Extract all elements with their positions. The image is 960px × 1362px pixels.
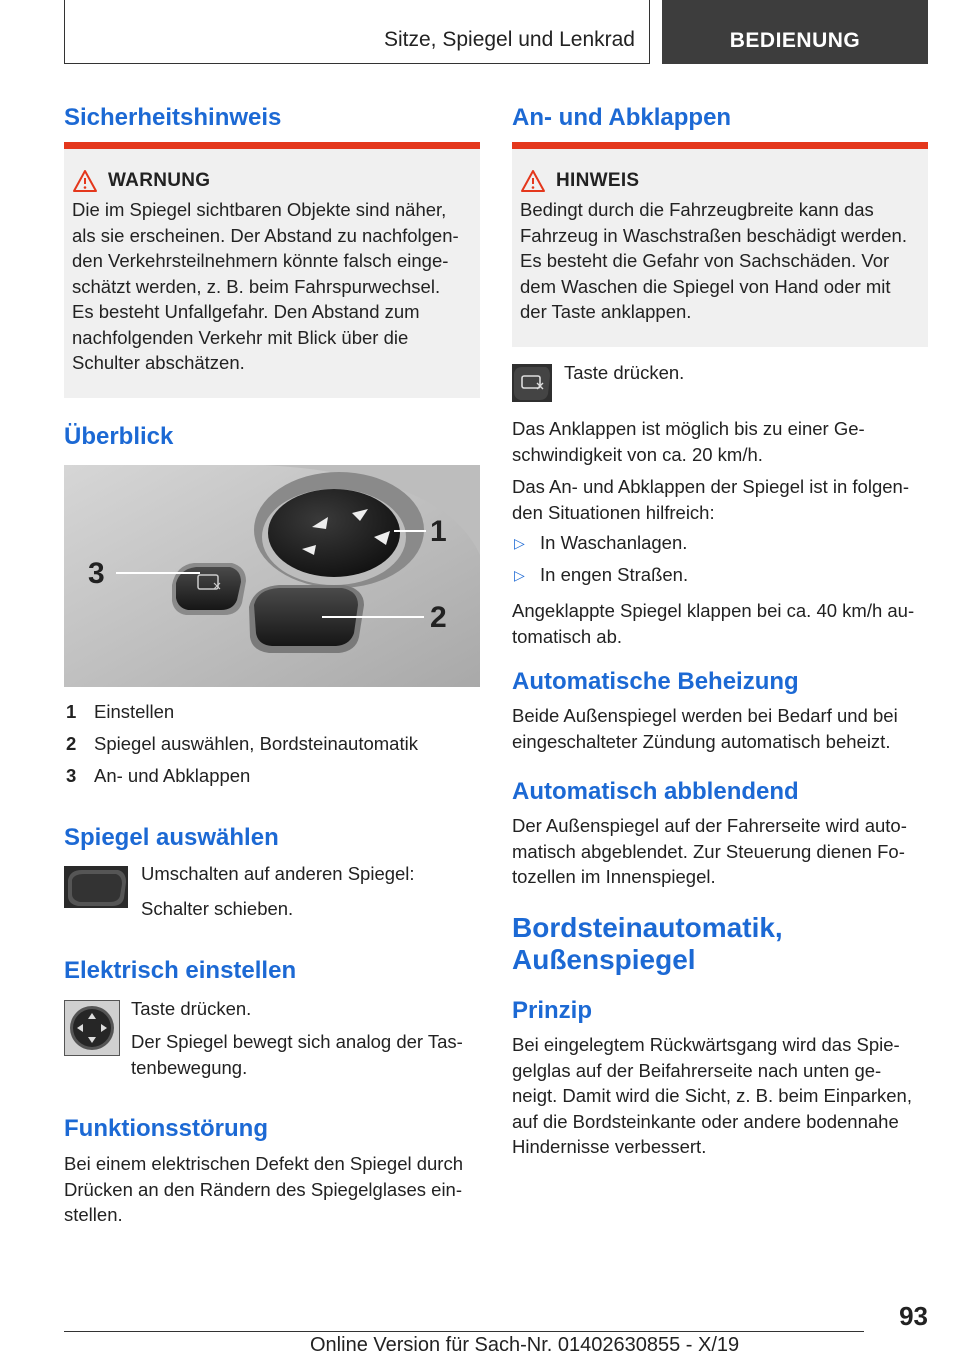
legend-item: 2 Spiegel auswählen, Bordsteinautomatik: [66, 733, 418, 754]
footer-text: Online Version für Sach-Nr. 01402630855 - X/19: [310, 1334, 740, 1356]
list-item: ▷ In Waschanlagen.: [512, 527, 928, 559]
callout-1: 1: [430, 515, 447, 548]
callout-3: 3: [88, 557, 105, 590]
electric-heading: Elektrisch einstellen: [64, 957, 297, 984]
notice-box: [512, 149, 928, 347]
fold-paragraph-2: Das An- und Abklappen der Spiegel ist in folgen- den Situationen hilfreich:: [512, 476, 909, 523]
chapter-tab: [64, 0, 650, 64]
warning-text: Die im Spiegel sichtbaren Objekte sind näher, als sie erscheinen. Der Abstand zu nachfolgen- den Verkehrsteilnehmern könnte falsch einge- schätzt werden, z. B. beim Fahrspurwechsel. Es besteht Unfallgefahr. Den Abstand zum nachfolgenden Verkehr mit Blick über die Schulter abschätzen.: [72, 199, 459, 373]
principle-heading: Prinzip: [512, 997, 593, 1024]
dimming-text: Der Außenspiegel auf der Fahrerseite wird auto- matisch abgeblendet. Zur Steuerung dienen Fo- tozellen im Innenspiegel.: [512, 815, 907, 887]
heating-heading: Automatische Beheizung: [512, 668, 799, 695]
press-button-text: Taste drücken.: [564, 362, 685, 383]
fold-paragraph-1: Das Anklappen ist möglich bis zu einer Ge- schwindigkeit von ca. 20 km/h.: [512, 418, 865, 465]
section-title: BEDIENUNG: [729, 29, 861, 52]
fold-heading: An- und Abklappen: [512, 104, 732, 131]
notice-text: Bedingt durch die Fahrzeugbreite kann das Fahrzeug in Waschstraßen beschädigt werden. Es besteht die Gefahr von Sachschäden. Vor dem Waschen die Spiegel von Hand oder mit der Taste anklappen.: [520, 199, 907, 322]
section-tab: [662, 0, 928, 64]
mirror-switch-illustration: [64, 465, 480, 687]
malfunction-heading: Funktionsstörung: [64, 1115, 268, 1142]
warning-triangle-icon: [72, 169, 98, 193]
curb-heading: Bordsteinautomatik, Außenspiegel: [512, 912, 783, 976]
notice-label: HINWEIS: [556, 170, 640, 191]
select-line-1: Umschalten auf anderen Spiegel:: [141, 863, 415, 884]
warning-header: [72, 169, 472, 193]
warning-rule: [64, 142, 480, 149]
select-line-2: Schalter schieben.: [141, 898, 294, 919]
figure-legend: [64, 696, 480, 792]
heating-text: Beide Außenspiegel werden bei Bedarf und bei eingeschalteter Zündung automatisch beheizt.: [512, 705, 898, 752]
callout-2: 2: [430, 601, 447, 634]
electric-line-1: Taste drücken.: [131, 998, 252, 1019]
electric-line-2: Der Spiegel bewegt sich analog der Tas- tenbewegung.: [131, 1031, 463, 1078]
situations-list: [512, 527, 928, 591]
footer-rule: [64, 1331, 864, 1332]
legend-item: 1 Einstellen: [66, 701, 175, 722]
list-item: ▷ In engen Straßen.: [512, 559, 928, 591]
overview-heading: Überblick: [64, 423, 174, 450]
malfunction-text: Bei einem elektrischen Defekt den Spiegel durch Drücken an den Rändern des Spiegelglases ein- stellen.: [64, 1153, 464, 1225]
warning-triangle-icon: [520, 169, 546, 193]
fold-button-icon: [512, 364, 552, 407]
notice-header: [520, 169, 920, 193]
page-header: [64, 0, 928, 64]
legend-item: 3 An- und Abklappen: [66, 765, 251, 786]
warning-box: [64, 149, 480, 398]
adjust-knob-icon: [64, 1000, 120, 1061]
warning-label: WARNUNG: [108, 170, 211, 191]
triangle-bullet-icon: ▷: [514, 535, 525, 551]
page-number: 93: [899, 1301, 928, 1331]
safety-heading: Sicherheitshinweis: [64, 104, 282, 131]
select-heading: Spiegel auswählen: [64, 824, 279, 851]
triangle-bullet-icon: ▷: [514, 567, 525, 583]
dimming-heading: Automatisch abblendend: [512, 778, 799, 805]
rocker-switch-icon: [64, 866, 128, 913]
notice-rule: [512, 142, 928, 149]
chapter-title: Sitze, Spiegel und Lenkrad: [383, 28, 635, 51]
fold-paragraph-3: Angeklappte Spiegel klappen bei ca. 40 km/h au- tomatisch ab.: [512, 600, 915, 647]
principle-text: Bei eingelegtem Rückwärtsgang wird das Spie- gelglas auf der Beifahrerseite nach unten ge- neigt. Damit wird die Sicht, z. B. beim Einparken, auf die Bordsteinkante oder andere bodennahe Hindernisse verbessert.: [512, 1034, 912, 1157]
mirror-controls-figure: [64, 465, 480, 687]
